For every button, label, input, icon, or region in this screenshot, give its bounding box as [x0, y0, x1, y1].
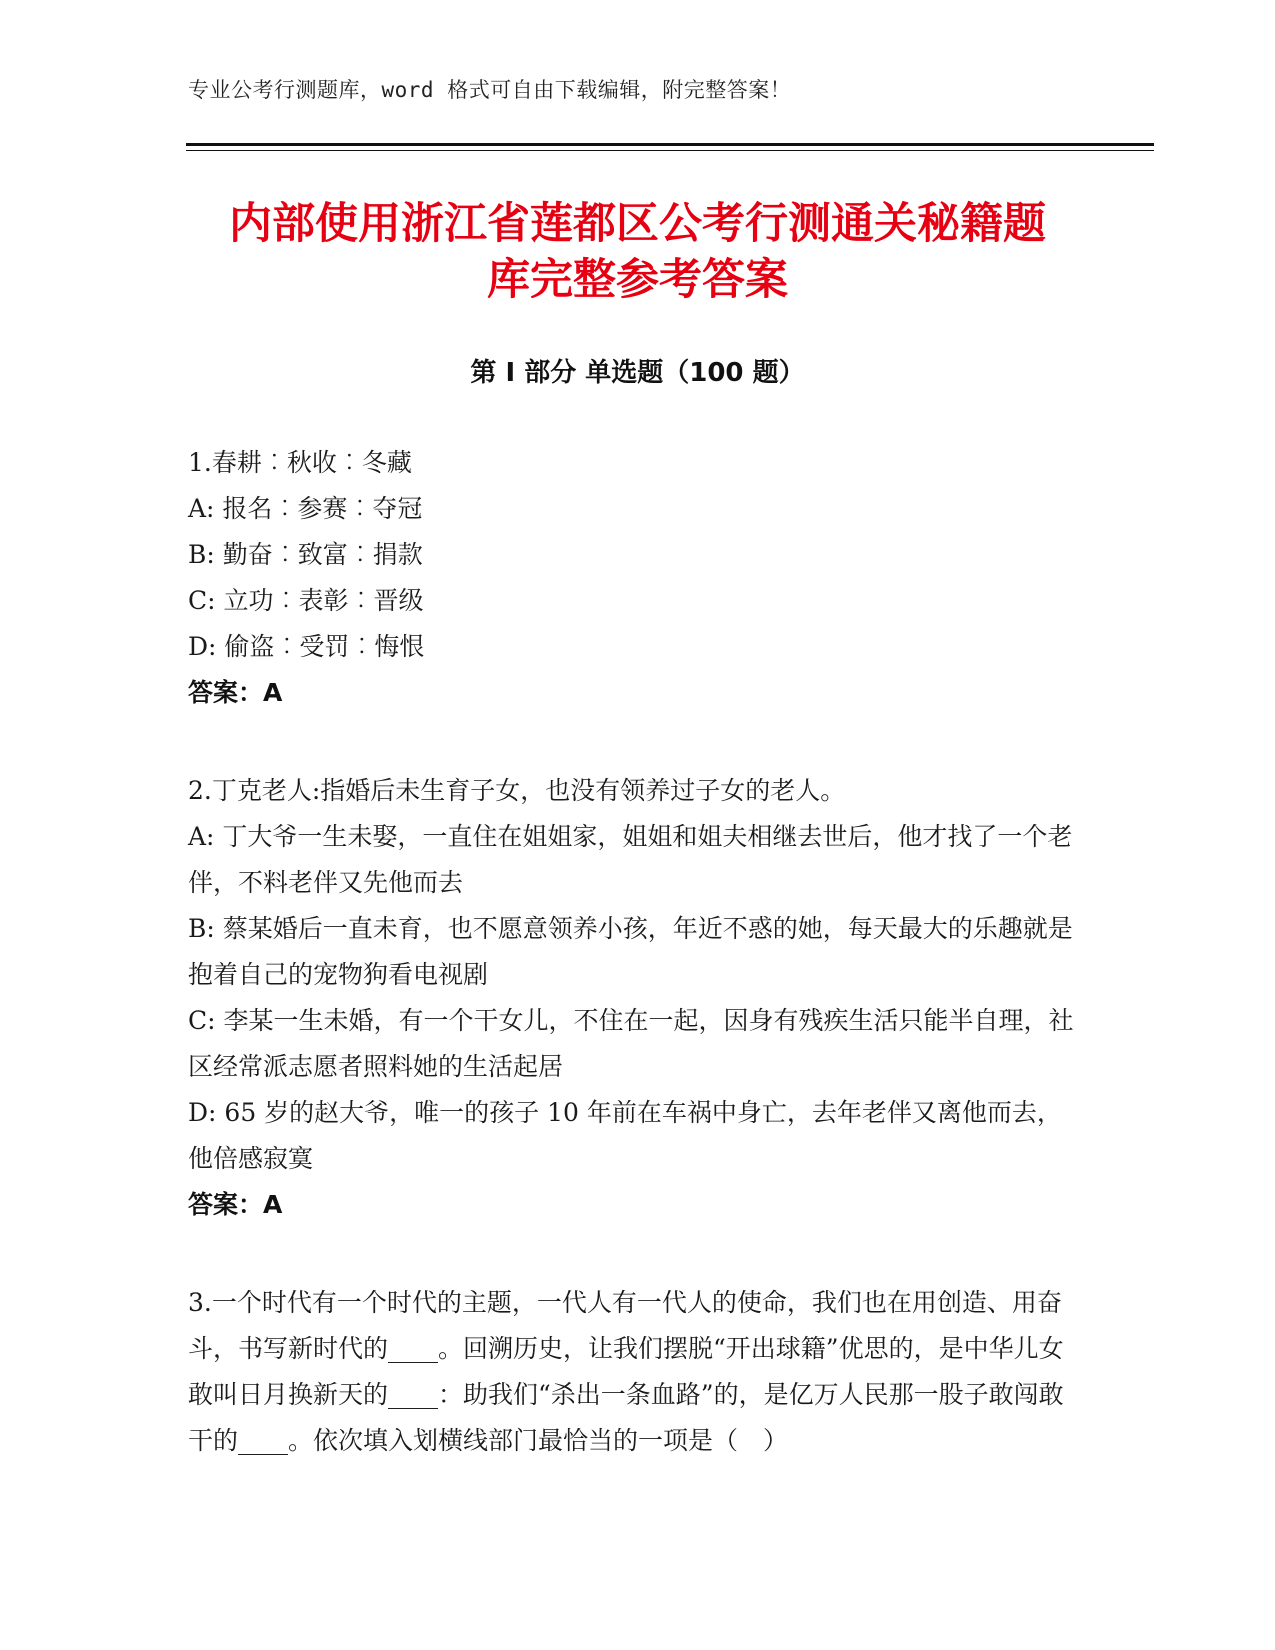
document-title-line-2: 库完整参考答案: [487, 255, 788, 305]
question-1: [188, 440, 1078, 716]
answer: 答案：A: [188, 1190, 283, 1219]
question-3: [188, 1280, 1078, 1464]
document-title: [150, 196, 1125, 308]
option-b: B: 勤奋︰致富︰捐款: [188, 540, 423, 569]
question-stem: 3.一个时代有一个时代的主题，一代人有一代人的使命，我们也在用创造、用奋斗，书写新时代的____。回溯历史，让我们摆脱“开出球籍”优思的，是中华儿女敢叫日月换新天的____：助我们“杀出一条血路”的，是亿万人民那一股子敢闯敢干的____。依次填入划横线部门最恰当的一项是（ ）: [188, 1288, 1064, 1455]
option-d: D: 偷盗︰受罚︰悔恨: [188, 632, 425, 661]
option-d: D: 65 岁的赵大爷，唯一的孩子 10 年前在车祸中身亡，去年老伴又离他而去，他倍感寂寞: [188, 1098, 1062, 1173]
question-stem: 1.春耕︰秋收︰冬藏: [188, 448, 412, 477]
header-divider-thin: [186, 150, 1154, 151]
answer: 答案：A: [188, 678, 283, 707]
section-heading: 第 I 部分 单选题（100 题）: [470, 358, 805, 388]
question-stem: 2.丁克老人:指婚后未生育子女，也没有领养过子女的老人。: [188, 776, 846, 805]
question-list: [188, 440, 1078, 1464]
question-spacer: [188, 716, 1078, 768]
option-c: C: 立功︰表彰︰晋级: [188, 586, 424, 615]
option-a: A: 报名︰参赛︰夺冠: [188, 494, 423, 523]
header-note: 专业公考行测题库，word 格式可自由下载编辑，附完整答案！: [188, 78, 792, 102]
document-title-line-1: 内部使用浙江省莲都区公考行测通关秘籍题: [229, 199, 1046, 249]
option-a: A: 丁大爷一生未娶，一直住在姐姐家，姐姐和姐夫相继去世后，他才找了一个老伴，不料老伴又先他而去: [188, 822, 1073, 897]
header-divider-thick: [186, 143, 1154, 146]
option-c: C: 李某一生未婚，有一个干女儿，不住在一起，因身有残疾生活只能半自理，社区经常派志愿者照料她的生活起居: [188, 1006, 1074, 1081]
option-b: B: 蔡某婚后一直未育，也不愿意领养小孩，年近不惑的她，每天最大的乐趣就是抱着自己的宠物狗看电视剧: [188, 914, 1073, 989]
question-2: [188, 768, 1078, 1228]
question-spacer: [188, 1228, 1078, 1280]
